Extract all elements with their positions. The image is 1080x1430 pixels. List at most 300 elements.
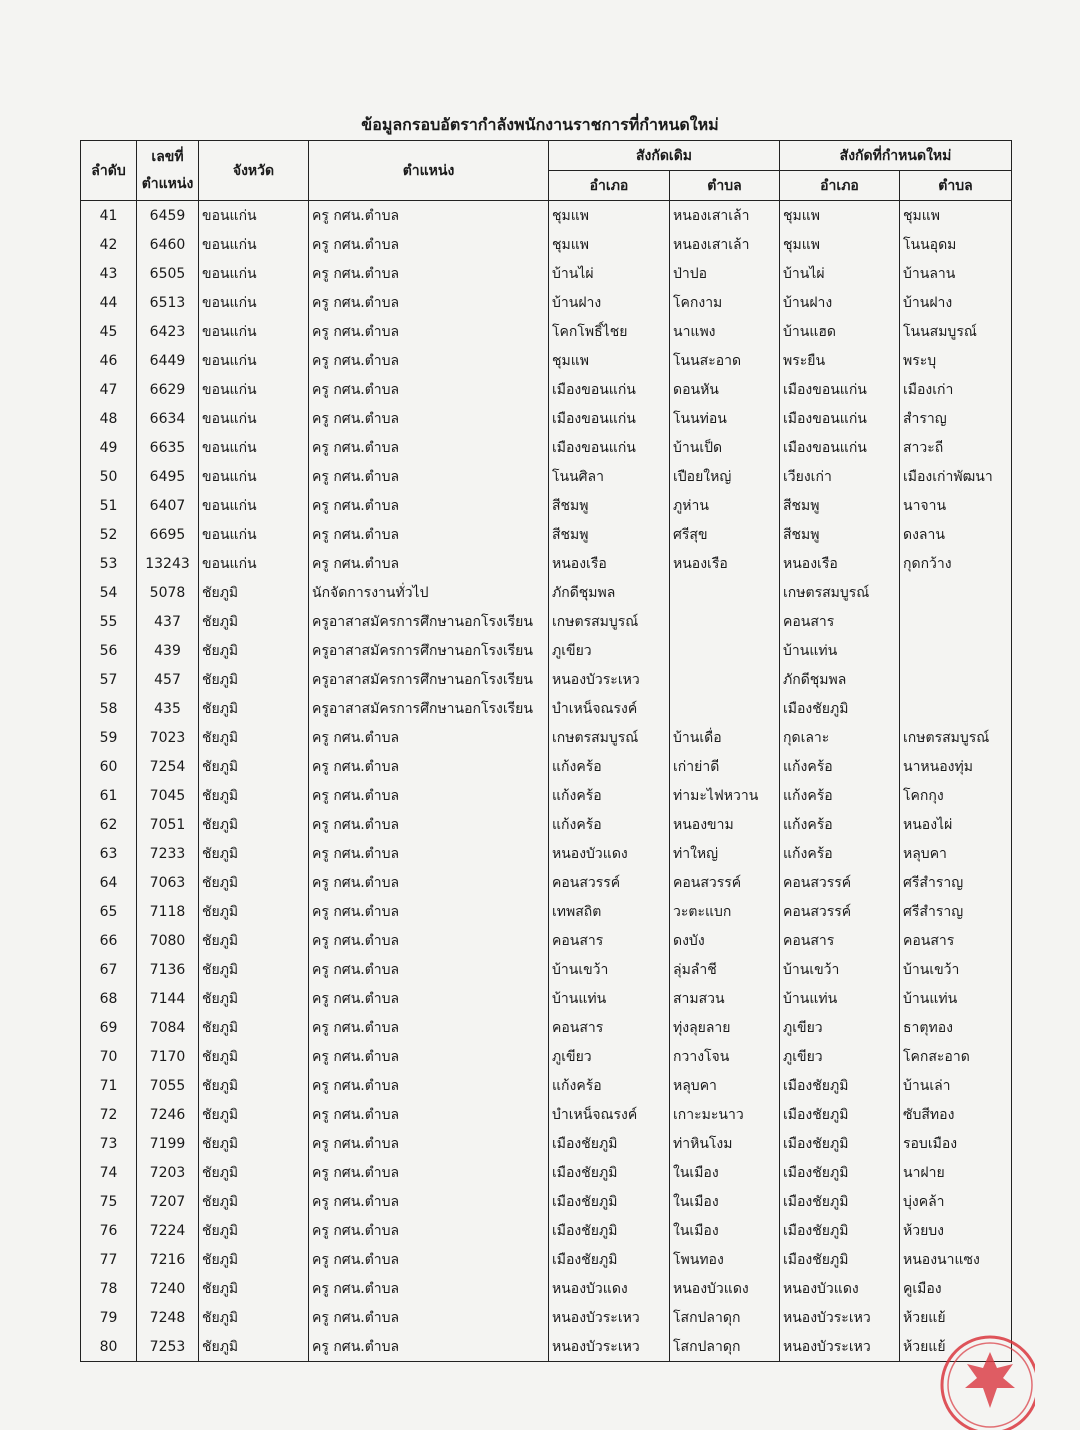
header-old-subdistrict: ตำบล [670,171,780,201]
cell-old-district: ภักดีชุมพล [549,578,670,607]
cell-old-district: บ้านแท่น [549,984,670,1013]
cell-old-subdistrict [670,578,780,607]
cell-province: ชัยภูมิ [199,1042,309,1071]
cell-province: ขอนแก่น [199,317,309,346]
cell-new-subdistrict: หนองนาแซง [900,1245,1012,1274]
cell-province: ขอนแก่น [199,288,309,317]
cell-new-district: บ้านเขว้า [780,955,900,984]
cell-new-district: แก้งคร้อ [780,839,900,868]
cell-new-subdistrict: บุ่งคล้า [900,1187,1012,1216]
cell-new-subdistrict: เมืองเก่า [900,375,1012,404]
cell-province: ชัยภูมิ [199,694,309,723]
cell-new-subdistrict: บ้านลาน [900,259,1012,288]
cell-order: 74 [81,1158,137,1187]
table-row [81,752,1012,781]
cell-old-subdistrict [670,636,780,665]
cell-position: ครู กศน.ตำบล [309,1042,549,1071]
cell-position-no: 5078 [137,578,199,607]
cell-new-subdistrict: หนองไผ่ [900,810,1012,839]
cell-province: ขอนแก่น [199,346,309,375]
cell-new-subdistrict [900,636,1012,665]
cell-old-district: ชุมแพ [549,346,670,375]
table-row [81,868,1012,897]
cell-order: 55 [81,607,137,636]
cell-order: 79 [81,1303,137,1332]
cell-new-district: บ้านแท่น [780,984,900,1013]
table-row [81,578,1012,607]
cell-new-district: สีชมพู [780,520,900,549]
cell-order: 67 [81,955,137,984]
cell-order: 69 [81,1013,137,1042]
cell-province: ขอนแก่น [199,520,309,549]
table-row [81,462,1012,491]
cell-old-subdistrict: โสกปลาดุก [670,1332,780,1362]
cell-old-district: บ้านเขว้า [549,955,670,984]
cell-old-subdistrict: ป่าปอ [670,259,780,288]
cell-new-district: ภูเขียว [780,1042,900,1071]
cell-old-subdistrict: ท่าใหญ่ [670,839,780,868]
cell-province: ชัยภูมิ [199,578,309,607]
cell-order: 51 [81,491,137,520]
cell-old-district: เมืองชัยภูมิ [549,1129,670,1158]
cell-position-no: 6460 [137,230,199,259]
cell-new-district: หนองบัวระเหว [780,1332,900,1362]
table-row [81,839,1012,868]
cell-province: ชัยภูมิ [199,781,309,810]
cell-new-district: เมืองชัยภูมิ [780,1071,900,1100]
cell-new-subdistrict: บ้านเขว้า [900,955,1012,984]
cell-position: ครู กศน.ตำบล [309,404,549,433]
cell-position: ครู กศน.ตำบล [309,955,549,984]
cell-order: 60 [81,752,137,781]
cell-province: ชัยภูมิ [199,1071,309,1100]
cell-position-no: 7063 [137,868,199,897]
table-row [81,694,1012,723]
cell-order: 53 [81,549,137,578]
table-row [81,288,1012,317]
cell-order: 57 [81,665,137,694]
cell-position-no: 6505 [137,259,199,288]
cell-new-subdistrict: กุดกว้าง [900,549,1012,578]
table-row [81,346,1012,375]
cell-new-district: หนองบัวแดง [780,1274,900,1303]
header-old-district: อำเภอ [549,171,670,201]
cell-order: 41 [81,201,137,231]
cell-province: ชัยภูมิ [199,955,309,984]
cell-old-district: คอนสาร [549,1013,670,1042]
cell-old-subdistrict [670,665,780,694]
cell-position: ครู กศน.ตำบล [309,1245,549,1274]
cell-province: ชัยภูมิ [199,984,309,1013]
table-row [81,1100,1012,1129]
table-row [81,1332,1012,1362]
cell-old-district: หนองบัวแดง [549,839,670,868]
cell-position-no: 7233 [137,839,199,868]
cell-new-district: คอนสวรรค์ [780,897,900,926]
cell-new-district: ชุมแพ [780,201,900,231]
cell-order: 50 [81,462,137,491]
cell-province: ชัยภูมิ [199,810,309,839]
cell-position-no: 6629 [137,375,199,404]
table-row [81,1042,1012,1071]
cell-old-district: บำเหน็จณรงค์ [549,1100,670,1129]
cell-position: ครู กศน.ตำบล [309,1158,549,1187]
cell-position-no: 7203 [137,1158,199,1187]
cell-old-subdistrict: หนองเสาเล้า [670,201,780,231]
cell-new-subdistrict [900,665,1012,694]
cell-new-subdistrict: ศรีสำราญ [900,897,1012,926]
cell-position-no: 6407 [137,491,199,520]
cell-position-no: 6423 [137,317,199,346]
cell-position-no: 437 [137,607,199,636]
cell-old-district: โนนศิลา [549,462,670,491]
table-row [81,433,1012,462]
cell-new-subdistrict: ธาตุทอง [900,1013,1012,1042]
cell-old-subdistrict: สามสวน [670,984,780,1013]
cell-position: ครู กศน.ตำบล [309,433,549,462]
table-row [81,1274,1012,1303]
cell-new-district: เมืองชัยภูมิ [780,1187,900,1216]
cell-old-subdistrict: หนองบัวแดง [670,1274,780,1303]
cell-new-district: คอนสวรรค์ [780,868,900,897]
cell-province: ชัยภูมิ [199,1158,309,1187]
cell-province: ชัยภูมิ [199,665,309,694]
cell-province: ขอนแก่น [199,549,309,578]
cell-order: 80 [81,1332,137,1362]
cell-position: ครู กศน.ตำบล [309,1129,549,1158]
cell-order: 66 [81,926,137,955]
cell-old-district: เมืองชัยภูมิ [549,1158,670,1187]
table-row [81,665,1012,694]
cell-old-subdistrict: หนองเรือ [670,549,780,578]
cell-new-subdistrict [900,607,1012,636]
cell-new-district: หนองเรือ [780,549,900,578]
cell-order: 48 [81,404,137,433]
cell-old-district: หนองบัวแดง [549,1274,670,1303]
cell-position: ครู กศน.ตำบล [309,201,549,231]
cell-old-district: เมืองขอนแก่น [549,404,670,433]
cell-new-subdistrict: นาจาน [900,491,1012,520]
cell-province: ชัยภูมิ [199,1187,309,1216]
table-row [81,955,1012,984]
table-row [81,810,1012,839]
table-row [81,549,1012,578]
cell-position: ครู กศน.ตำบล [309,1332,549,1362]
cell-old-district: สีชมพู [549,491,670,520]
cell-position: ครูอาสาสมัครการศึกษานอกโรงเรียน [309,665,549,694]
cell-position-no: 7248 [137,1303,199,1332]
cell-position: ครู กศน.ตำบล [309,230,549,259]
cell-old-district: หนองบัวระเหว [549,1303,670,1332]
cell-old-district: บ้านฝาง [549,288,670,317]
cell-position-no: 6635 [137,433,199,462]
cell-province: ขอนแก่น [199,259,309,288]
cell-order: 45 [81,317,137,346]
cell-new-district: บ้านฝาง [780,288,900,317]
cell-order: 42 [81,230,137,259]
cell-old-subdistrict: โพนทอง [670,1245,780,1274]
cell-order: 76 [81,1216,137,1245]
cell-old-district: บ้านไผ่ [549,259,670,288]
table-row [81,259,1012,288]
cell-province: ขอนแก่น [199,433,309,462]
cell-new-subdistrict: โนนสมบูรณ์ [900,317,1012,346]
cell-old-district: ชุมแพ [549,201,670,231]
table-row [81,491,1012,520]
cell-position-no: 7216 [137,1245,199,1274]
cell-new-subdistrict [900,578,1012,607]
cell-province: ชัยภูมิ [199,1129,309,1158]
cell-old-subdistrict: หนองขาม [670,810,780,839]
cell-position: ครู กศน.ตำบล [309,1100,549,1129]
cell-position: ครู กศน.ตำบล [309,1303,549,1332]
cell-old-district: เมืองชัยภูมิ [549,1216,670,1245]
cell-old-district: ภูเขียว [549,636,670,665]
cell-province: ชัยภูมิ [199,723,309,752]
cell-province: ชัยภูมิ [199,897,309,926]
cell-old-district: เกษตรสมบูรณ์ [549,607,670,636]
cell-position: ครูอาสาสมัครการศึกษานอกโรงเรียน [309,636,549,665]
cell-position: ครูอาสาสมัครการศึกษานอกโรงเรียน [309,694,549,723]
table-row [81,1129,1012,1158]
cell-position-no: 6459 [137,201,199,231]
cell-position: ครู กศน.ตำบล [309,317,549,346]
cell-new-district: กุดเลาะ [780,723,900,752]
cell-position: ครู กศน.ตำบล [309,810,549,839]
cell-order: 61 [81,781,137,810]
cell-new-subdistrict: โนนอุดม [900,230,1012,259]
cell-province: ชัยภูมิ [199,1013,309,1042]
cell-province: ชัยภูมิ [199,1303,309,1332]
table-row [81,781,1012,810]
cell-new-district: บ้านไผ่ [780,259,900,288]
cell-old-district: โคกโพธิ์ไชย [549,317,670,346]
cell-order: 75 [81,1187,137,1216]
cell-old-subdistrict: ภูห่าน [670,491,780,520]
cell-order: 68 [81,984,137,1013]
cell-old-subdistrict: นาแพง [670,317,780,346]
cell-position: ครู กศน.ตำบล [309,1274,549,1303]
table-row [81,926,1012,955]
cell-province: ชัยภูมิ [199,1100,309,1129]
cell-order: 62 [81,810,137,839]
cell-old-subdistrict: กวางโจน [670,1042,780,1071]
cell-position-no: 7224 [137,1216,199,1245]
cell-position-no: 13243 [137,549,199,578]
table-row [81,607,1012,636]
cell-new-district: หนองบัวระเหว [780,1303,900,1332]
cell-old-subdistrict: วะตะแบก [670,897,780,926]
cell-new-district: เมืองชัยภูมิ [780,1245,900,1274]
cell-new-district: บ้านแท่น [780,636,900,665]
cell-province: ชัยภูมิ [199,868,309,897]
cell-new-subdistrict: เมืองเก่าพัฒนา [900,462,1012,491]
table-row [81,1013,1012,1042]
cell-new-subdistrict: ห้วยแย้ [900,1303,1012,1332]
cell-order: 78 [81,1274,137,1303]
cell-position: ครู กศน.ตำบล [309,288,549,317]
cell-position-no: 7084 [137,1013,199,1042]
cell-old-subdistrict: ท่ามะไฟหวาน [670,781,780,810]
cell-old-subdistrict [670,694,780,723]
cell-position-no: 7254 [137,752,199,781]
cell-province: ชัยภูมิ [199,636,309,665]
cell-position-no: 7055 [137,1071,199,1100]
cell-new-district: แก้งคร้อ [780,810,900,839]
cell-position-no: 7051 [137,810,199,839]
cell-position: ครู กศน.ตำบล [309,520,549,549]
cell-old-district: เมืองชัยภูมิ [549,1187,670,1216]
cell-old-district: หนองบัวระเหว [549,665,670,694]
cell-province: ชัยภูมิ [199,839,309,868]
cell-order: 49 [81,433,137,462]
cell-position-no: 6695 [137,520,199,549]
cell-order: 65 [81,897,137,926]
cell-old-subdistrict: บ้านเป็ด [670,433,780,462]
cell-position: ครู กศน.ตำบล [309,491,549,520]
cell-new-subdistrict: โคกสะอาด [900,1042,1012,1071]
cell-province: ชัยภูมิ [199,1274,309,1303]
cell-new-subdistrict: สาวะถี [900,433,1012,462]
cell-position: นักจัดการงานทั่วไป [309,578,549,607]
garuda-seal-stamp [935,1330,1035,1430]
page-title: ข้อมูลกรอบอัตรากำลังพนักงานราชการที่กำหนดใหม่ [361,115,719,134]
cell-position: ครู กศน.ตำบล [309,259,549,288]
table-row [81,317,1012,346]
table-row [81,1071,1012,1100]
cell-province: ขอนแก่น [199,462,309,491]
cell-position: ครู กศน.ตำบล [309,346,549,375]
cell-position-no: 6634 [137,404,199,433]
cell-new-subdistrict: ดงลาน [900,520,1012,549]
cell-position-no: 7199 [137,1129,199,1158]
cell-new-district: คอนสาร [780,607,900,636]
cell-old-district: เมืองชัยภูมิ [549,1245,670,1274]
cell-old-subdistrict [670,607,780,636]
cell-position-no: 7023 [137,723,199,752]
cell-new-subdistrict: คูเมือง [900,1274,1012,1303]
cell-province: ชัยภูมิ [199,1216,309,1245]
cell-order: 59 [81,723,137,752]
cell-position: ครูอาสาสมัครการศึกษานอกโรงเรียน [309,607,549,636]
header-new-district: อำเภอ [780,171,900,201]
cell-new-district: ภูเขียว [780,1013,900,1042]
table-row [81,1216,1012,1245]
table-row [81,636,1012,665]
cell-position: ครู กศน.ตำบล [309,752,549,781]
cell-province: ขอนแก่น [199,404,309,433]
cell-new-district: ภักดีชุมพล [780,665,900,694]
cell-province: ชัยภูมิ [199,607,309,636]
cell-position-no: 435 [137,694,199,723]
cell-old-subdistrict: โนนท่อน [670,404,780,433]
cell-new-district: เกษตรสมบูรณ์ [780,578,900,607]
cell-position-no: 7144 [137,984,199,1013]
cell-old-district: แก้งคร้อ [549,781,670,810]
cell-old-subdistrict: ดอนหัน [670,375,780,404]
cell-new-subdistrict: รอบเมือง [900,1129,1012,1158]
cell-new-district: แก้งคร้อ [780,752,900,781]
cell-position: ครู กศน.ตำบล [309,984,549,1013]
table-row [81,1187,1012,1216]
cell-new-district: แก้งคร้อ [780,781,900,810]
cell-position-no: 7118 [137,897,199,926]
cell-province: ขอนแก่น [199,491,309,520]
cell-order: 58 [81,694,137,723]
cell-old-subdistrict: ในเมือง [670,1158,780,1187]
cell-old-subdistrict: ดงบัง [670,926,780,955]
cell-order: 63 [81,839,137,868]
cell-new-subdistrict: ห้วยบง [900,1216,1012,1245]
cell-new-subdistrict: คอนสาร [900,926,1012,955]
header-position-no: เลขที่ ตำแหน่ง [137,141,199,201]
cell-order: 56 [81,636,137,665]
cell-new-subdistrict: บ้านฝาง [900,288,1012,317]
header-old-affiliation: สังกัดเดิม [549,141,780,171]
cell-new-district: ชุมแพ [780,230,900,259]
cell-position-no: 439 [137,636,199,665]
cell-old-subdistrict: คอนสวรรค์ [670,868,780,897]
cell-order: 52 [81,520,137,549]
cell-new-district: สีชมพู [780,491,900,520]
cell-order: 44 [81,288,137,317]
cell-position: ครู กศน.ตำบล [309,1071,549,1100]
cell-old-subdistrict: เปือยใหญ่ [670,462,780,491]
cell-new-subdistrict: พระบุ [900,346,1012,375]
cell-new-district: เมืองชัยภูมิ [780,694,900,723]
cell-position: ครู กศน.ตำบล [309,839,549,868]
cell-old-district: คอนสาร [549,926,670,955]
cell-old-district: สีชมพู [549,520,670,549]
cell-position-no: 7253 [137,1332,199,1362]
cell-position: ครู กศน.ตำบล [309,868,549,897]
cell-position: ครู กศน.ตำบล [309,1013,549,1042]
cell-old-district: หนองบัวระเหว [549,1332,670,1362]
cell-position-no: 7080 [137,926,199,955]
data-table [80,140,1012,1362]
cell-new-subdistrict: บ้านเล่า [900,1071,1012,1100]
cell-position-no: 457 [137,665,199,694]
cell-new-district: เมืองชัยภูมิ [780,1129,900,1158]
cell-old-subdistrict: ท่าหินโงม [670,1129,780,1158]
cell-new-subdistrict: ซับสีทอง [900,1100,1012,1129]
table-row [81,1158,1012,1187]
cell-position: ครู กศน.ตำบล [309,549,549,578]
cell-new-subdistrict: ศรีสำราญ [900,868,1012,897]
table-body [81,201,1012,1362]
cell-new-district: เวียงเก่า [780,462,900,491]
cell-position-no: 7240 [137,1274,199,1303]
header-province: จังหวัด [199,141,309,201]
cell-new-subdistrict: ชุมแพ [900,201,1012,231]
cell-province: ชัยภูมิ [199,1245,309,1274]
cell-new-district: เมืองชัยภูมิ [780,1100,900,1129]
table-row [81,723,1012,752]
cell-old-subdistrict: ทุ่งลุยลาย [670,1013,780,1042]
cell-old-district: เมืองขอนแก่น [549,375,670,404]
cell-old-district: เกษตรสมบูรณ์ [549,723,670,752]
cell-position: ครู กศน.ตำบล [309,926,549,955]
cell-new-subdistrict: นาหนองทุ่ม [900,752,1012,781]
cell-new-district: เมืองขอนแก่น [780,404,900,433]
cell-position-no: 7170 [137,1042,199,1071]
cell-order: 72 [81,1100,137,1129]
cell-new-subdistrict: ห้วยแย้ [900,1332,1012,1362]
cell-old-subdistrict: ในเมือง [670,1216,780,1245]
cell-old-district: บำเหน็จณรงค์ [549,694,670,723]
table-row [81,201,1012,231]
cell-old-subdistrict: ศรีสุข [670,520,780,549]
